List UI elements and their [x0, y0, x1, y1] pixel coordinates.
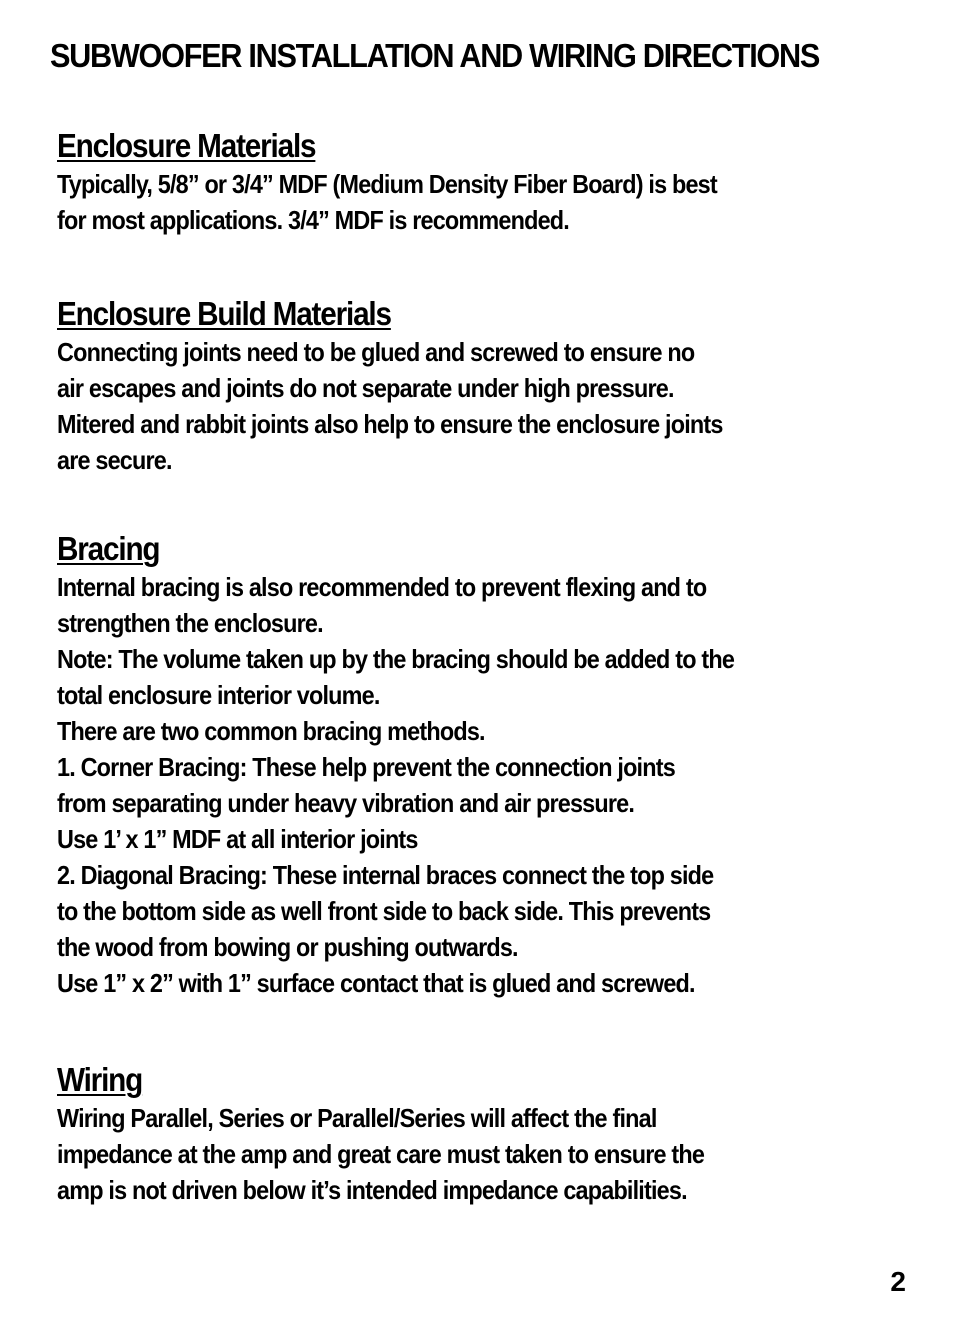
section-enclosure-build-materials: [57, 294, 954, 478]
paragraph-line: to the bottom side as well front side to back side. This prevents: [57, 896, 711, 926]
paragraph-line: Wiring Parallel, Series or Parallel/Series will affect the final: [57, 1103, 657, 1133]
section-heading: Bracing: [57, 530, 160, 567]
paragraph-line: Connecting joints need to be glued and screwed to ensure no: [57, 337, 695, 367]
paragraph-line: impedance at the amp and great care must taken to ensure the: [57, 1139, 705, 1169]
paragraph-line: Use 1’ x 1” MDF at all interior joints: [57, 824, 418, 854]
paragraph-line: from separating under heavy vibration and air pressure.: [57, 788, 635, 818]
section-wiring: [57, 1060, 954, 1208]
paragraph-line: There are two common bracing methods.: [57, 716, 485, 746]
paragraph-line: for most applications. 3/4” MDF is recommended.: [57, 205, 569, 235]
paragraph-line: Internal bracing is also recommended to prevent flexing and to: [57, 572, 707, 602]
paragraph-line: Use 1” x 2” with 1” surface contact that is glued and screwed.: [57, 968, 695, 998]
section-heading: Enclosure Materials: [57, 127, 316, 164]
paragraph-line: 2. Diagonal Bracing: These internal braces connect the top side: [57, 860, 714, 890]
section-enclosure-materials: [57, 126, 954, 238]
page-number: 2: [890, 1266, 906, 1297]
paragraph-line: Note: The volume taken up by the bracing should be added to the: [57, 644, 735, 674]
paragraph-line: the wood from bowing or pushing outwards.: [57, 932, 518, 962]
paragraph-line: strengthen the enclosure.: [57, 608, 323, 638]
paragraph-line: are secure.: [57, 445, 172, 475]
section-heading: Wiring: [57, 1061, 143, 1098]
section-bracing: [57, 529, 954, 1001]
paragraph-line: total enclosure interior volume.: [57, 680, 380, 710]
paragraph-line: Mitered and rabbit joints also help to ensure the enclosure joints: [57, 409, 723, 439]
paragraph-line: amp is not driven below it’s intended impedance capabilities.: [57, 1175, 687, 1205]
page-title: SUBWOOFER INSTALLATION AND WIRING DIRECTIONS: [50, 37, 820, 74]
paragraph-line: Typically, 5/8” or 3/4” MDF (Medium Density Fiber Board) is best: [57, 169, 717, 199]
section-heading: Enclosure Build Materials: [57, 295, 391, 332]
paragraph-line: 1. Corner Bracing: These help prevent the connection joints: [57, 752, 675, 782]
paragraph-line: air escapes and joints do not separate under high pressure.: [57, 373, 674, 403]
